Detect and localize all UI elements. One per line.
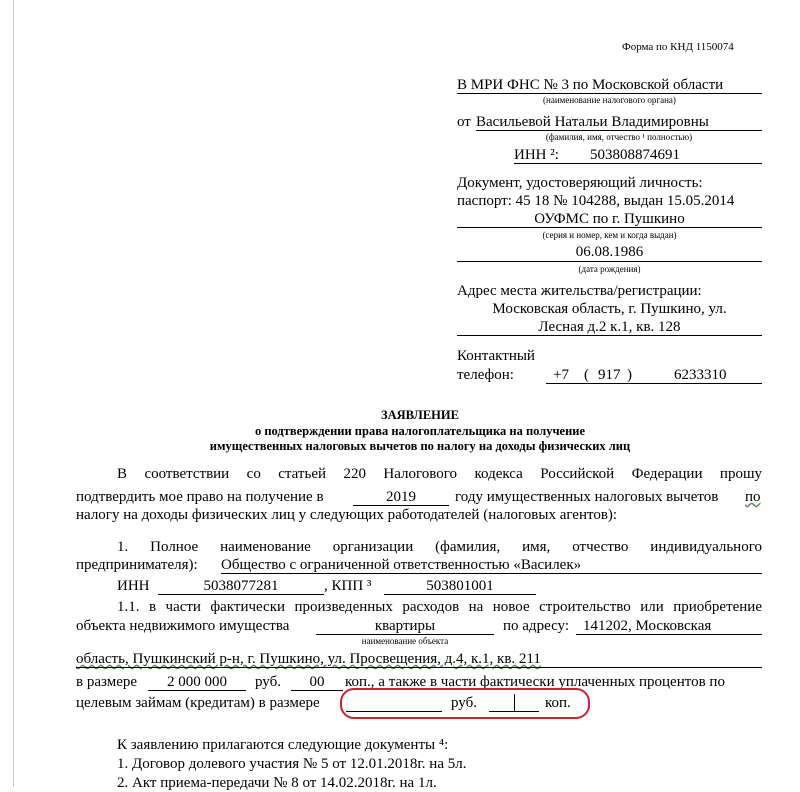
tax-office-caption: (наименование налогового органа): [543, 95, 676, 105]
contact-label: Контактный: [457, 348, 535, 364]
object-caption: наименование объекта: [361, 636, 449, 646]
kop-tail: коп., а также в части фактически уплаченных процентов по: [345, 674, 725, 690]
object-underline: [316, 634, 494, 635]
address-line-1: Московская область, г. Пушкино, ул.: [492, 301, 727, 317]
page-left-edge: [13, 0, 14, 787]
intro-line-2b: году имущественных налоговых вычетов: [455, 489, 719, 505]
birth-caption: (дата рождения): [578, 264, 641, 274]
attachment-2: 2. Акт приема-передачи № 8 от 14.02.2018г. на 1л.: [117, 775, 437, 791]
loan-label: целевым займам (кредитам) в размере: [76, 695, 320, 711]
inn-underline: [514, 163, 762, 164]
object-address-underline-2: [76, 667, 762, 668]
loan-kop-label: коп.: [545, 695, 571, 711]
phone-area-code: 917: [598, 367, 621, 383]
kpp-value: 503801001: [426, 578, 494, 594]
intro-line-1: В соответствии со статьей 220 Налогового кодекса Российской Федерации прошу: [117, 466, 762, 482]
issued-caption: (серия и номер, кем и когда выдан): [542, 230, 677, 240]
doc-title: Документ, удостоверяющий личность:: [457, 175, 703, 191]
phone-underline: [546, 383, 762, 384]
attachment-1: 1. Договор долевого участия № 5 от 12.01.2018г. на 5л.: [117, 756, 467, 772]
birth-date: 06.08.1986: [575, 244, 644, 260]
org-name: Общество с ограниченной ответственностью «Василек»: [221, 557, 582, 573]
doc-subtitle-1: о подтверждении права налогоплательщика на получение: [254, 424, 586, 438]
birth-underline: [457, 261, 762, 262]
org-inn: 5038077281: [203, 578, 279, 594]
amount-rub: 2 000 000: [167, 674, 227, 690]
object-address-2: область, Пушкинский р-н, г. Пушкино, ул. Просвещения, д.4, к.1, кв. 211: [76, 651, 541, 667]
amount-kop-underline: [291, 690, 343, 691]
phone-country-code: +7: [553, 367, 569, 383]
from-label: от: [457, 114, 471, 130]
rub-label: руб.: [255, 674, 281, 690]
intro-line-3: налогу на доходы физических лиц у следующих работодателей (налоговых агентов):: [76, 507, 618, 523]
amount-label: в размере: [76, 674, 138, 690]
intro-line-2c: по: [745, 489, 761, 505]
object-address-1: 141202, Московская: [583, 618, 712, 634]
org-name-underline: [221, 573, 762, 574]
attachments-title: К заявлению прилагаются следующие документы ⁴:: [117, 737, 449, 753]
p11-line-2a: объекта недвижимого имущества: [76, 618, 290, 634]
object-address-underline-1: [576, 634, 762, 635]
address-title: Адрес места жительства/регистрации:: [457, 283, 702, 299]
loan-rub-label: руб.: [451, 695, 477, 711]
tax-office-underline: [457, 93, 762, 94]
doc-subtitle-2: имущественных налоговых вычетов по налогу на доходы физических лиц: [209, 439, 631, 453]
amount-rub-underline: [148, 690, 246, 691]
deduction-year: 2019: [386, 489, 416, 505]
applicant-name-underline: [476, 130, 762, 131]
address-label: по адресу:: [503, 618, 570, 634]
applicant-name: Васильевой Натальи Владимировны: [476, 114, 709, 130]
form-code: Форма по КНД 1150074: [622, 41, 734, 53]
phone-number: 6233310: [674, 367, 727, 383]
inn-value: 503808874691: [590, 147, 680, 163]
highlight-oval: [340, 688, 590, 719]
org-line-2a: предпринимателя):: [76, 557, 198, 573]
tax-office: В МРИ ФНС № 3 по Московской области: [457, 77, 724, 93]
phone-label: телефон:: [457, 367, 514, 383]
name-caption: (фамилия, имя, отчество ¹ полностью): [545, 132, 693, 142]
amount-kop: 00: [309, 674, 325, 690]
issued-underline: [457, 227, 762, 228]
object-type: квартиры: [374, 618, 436, 634]
issued-by: ОУФМС по г. Пушкино: [534, 211, 685, 227]
org-inn-underline: [158, 594, 324, 595]
org-line-1: 1. Полное наименование организации (фамилия, имя, отчество индивидуального: [117, 539, 762, 555]
kpp-label: , КПП ³: [324, 578, 372, 594]
p11-line-1: 1.1. в части фактически произведенных расходов на новое строительство или приобретение: [117, 599, 762, 615]
intro-line-2a: подтвердить мое право на получение в: [76, 489, 324, 505]
inn-label: ИНН ²:: [514, 147, 559, 163]
address-line-2: Лесная д.2 к.1, кв. 128: [538, 319, 681, 335]
phone-close-paren: ): [627, 367, 632, 383]
org-inn-label: ИНН: [117, 578, 150, 594]
phone-open-paren: (: [584, 367, 589, 383]
passport-line: паспорт: 45 18 № 104288, выдан 15.05.2014: [457, 193, 735, 209]
address-underline: [457, 335, 762, 336]
doc-main-title: ЗАЯВЛЕНИЕ: [381, 408, 459, 422]
kpp-underline: [384, 594, 536, 595]
